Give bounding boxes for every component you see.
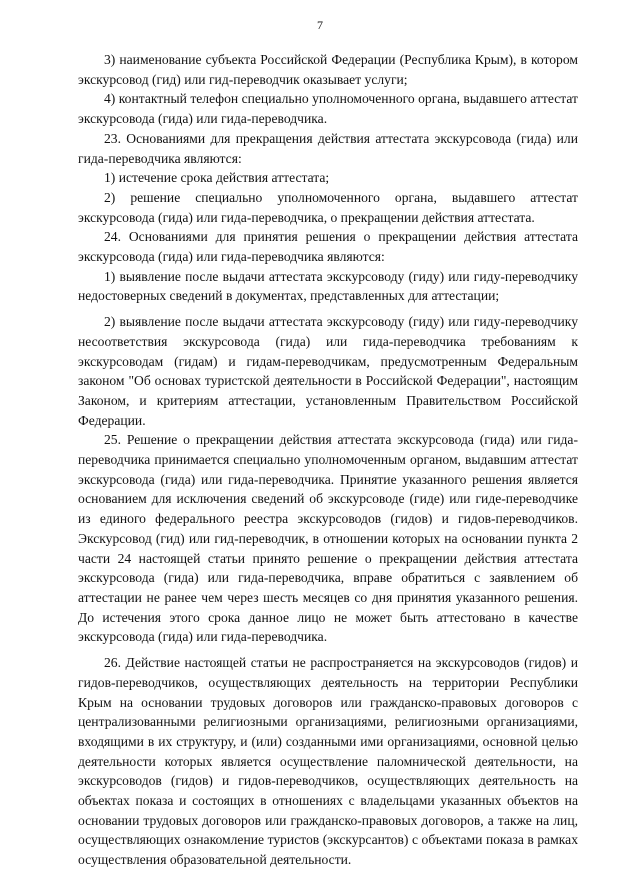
paragraph-clause-24-item-1: 1) выявление после выдачи аттестата экскурсоводу (гиду) или гиду-переводчику недостоверных сведений в документах, представленных для аттестации; [78, 268, 578, 304]
paragraph-clause-24: 24. Основаниями для принятия решения о прекращении действия аттестата экскурсовода (гида) или гида-переводчика являются: [78, 229, 578, 265]
paragraph-item-4: 4) контактный телефон специально уполномоченного органа, выдавшего аттестат экскурсовода (гида) или гида-переводчика. [78, 91, 578, 127]
paragraph-item-3: 3) наименование субъекта Российской Федерации (Республика Крым), в котором экскурсовод (гид) или гид-переводчик оказывает услуги; [78, 52, 578, 87]
paragraph-clause-25: 25. Решение о прекращении действия аттестата экскурсовода (гида) или гида-переводчика принимается специально уполномоченным органом, выдавшим аттестат экскурсовода (гида) или гида-переводчика. Принятие указанного решения является основанием для исключения сведений об экскурсоводе (гиде) или гиде-переводчике из единого федерального реестра экскурсоводов (гидов) и гидов-переводчиков. Экскурсовод (гид) или гид-переводчик, в отношении которых на основании пункта 2 части 24 настоящей статьи принято решение о прекращении действия аттестата экскурсовода (гида) или гида-переводчика, вправе обратиться с заявлением об аттестации не ранее чем через шесть месяцев со дня принятия указанного решения. До истечения этого срока данное лицо не может быть аттестовано в качестве экскурсовода (гида) или гида-переводчика. [78, 432, 578, 645]
paragraph-clause-23-item-1: 1) истечение срока действия аттестата; [104, 170, 330, 186]
paragraph-clause-23-item-2: 2) решение специально уполномоченного органа, выдавшего аттестат экскурсовода (гида) или гида-переводчика, о прекращении действия аттестата. [78, 189, 578, 225]
paragraph-clause-26: 26. Действие настоящей статьи не распространяется на экскурсоводов (гидов) и гидов-переводчиков, осуществляющих деятельность на территории Республики Крым на основании трудовых договоров или гражданско-правовых договоров с централизованными религиозными организациями, религиозными организациями, входящими в их структуру, и (или) созданными ими организациями, основной целью деятельности которых является осуществление паломнической деятельности, на экскурсоводов (гидов) и гидов-переводчиков, осуществляющих деятельность на объектах показа и состоящих в отношениях с владельцами указанных объектов на основании трудовых договоров или гражданско-правовых договоров, а также на лиц, осуществляющих ознакомление туристов (экскурсантов) с объектами показа в рамках осуществления образовательной деятельности. [78, 655, 578, 868]
page-number: 7 [317, 18, 323, 32]
page-body [78, 50, 578, 870]
paragraph-clause-23: 23. Основаниями для прекращения действия аттестата экскурсовода (гида) или гида-переводчика являются: [78, 130, 578, 166]
paragraph-clause-24-item-2: 2) выявление после выдачи аттестата экскурсоводу (гиду) или гиду-переводчику несоответствия экскурсовода (гида) или гида-переводчика требованиям к экскурсоводам (гидам) и гидам-переводчикам, предусмотренным Федеральным законом "Об основах туристской деятельности в Российской Федерации", настоящим Законом, и критериям аттестации, установленным Правительством Российской Федерации. [78, 314, 578, 428]
